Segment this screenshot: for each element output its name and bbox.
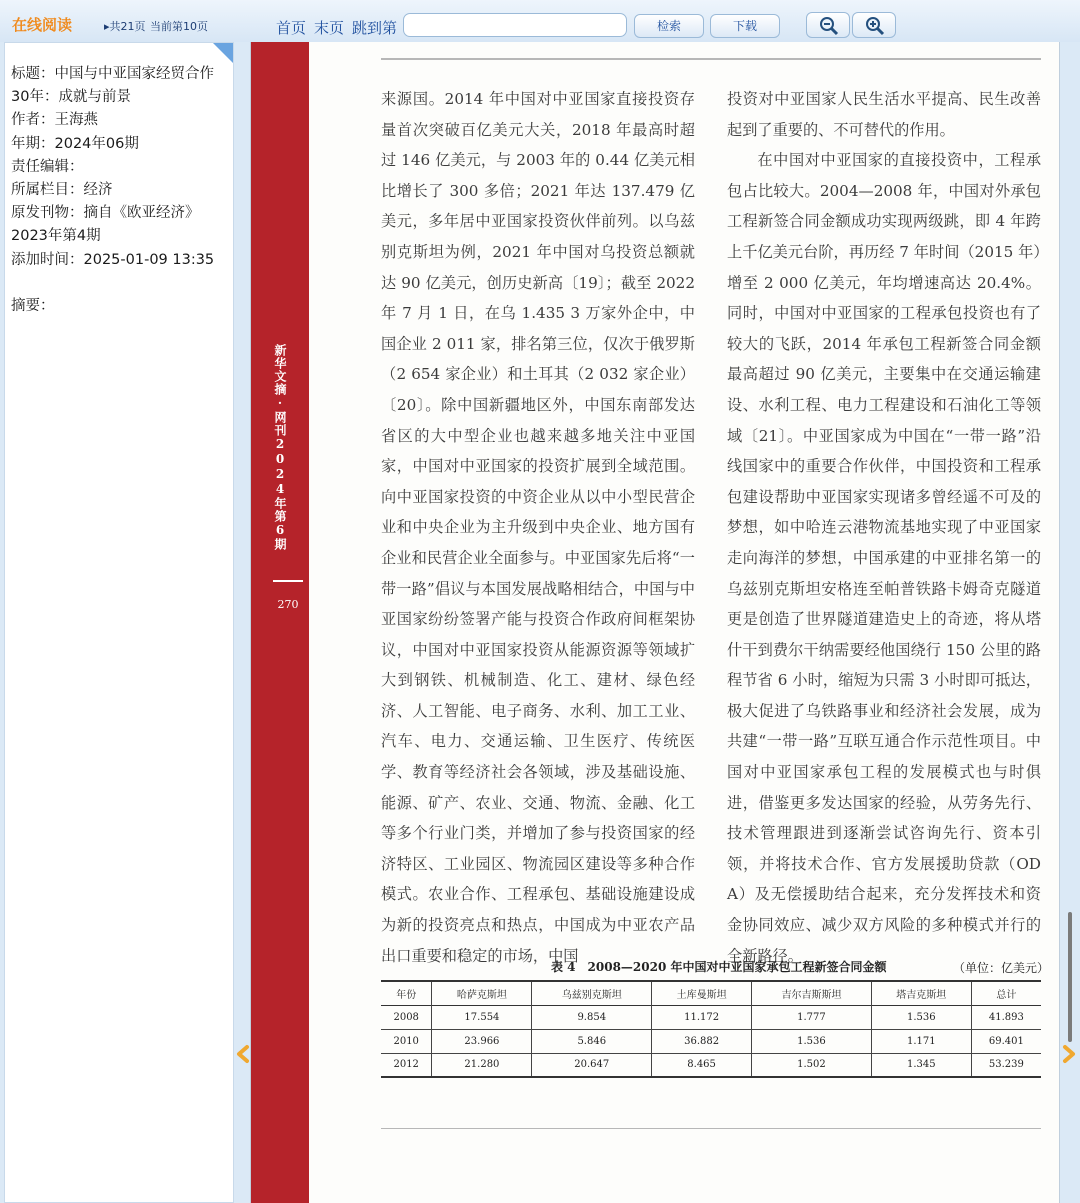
- table-cell: 23.966: [432, 1029, 532, 1053]
- top-rule: [381, 58, 1041, 60]
- info-line: 30年：成就与前景: [11, 89, 131, 106]
- table-caption: 表 4 2008—2020 年中国对中亚国家承包工程新签合同金额: [551, 960, 887, 974]
- jump-page-input[interactable]: [403, 13, 627, 37]
- page-number: 270: [277, 598, 299, 611]
- abstract-label: 摘要：: [11, 298, 55, 315]
- right-column-paragraph: 投资对中亚国家人民生活水平提高、民生改善起到了重要的、不可替代的作用。: [727, 90, 1041, 139]
- table-cell: 1.536: [752, 1029, 872, 1053]
- table-cell: 21.280: [432, 1053, 532, 1077]
- article-info-list: [11, 63, 231, 318]
- table-header: 年份: [396, 989, 417, 1001]
- table-cell: 36.882: [652, 1029, 752, 1053]
- table-row: [381, 1029, 1041, 1053]
- last-page-link[interactable]: 末页: [314, 19, 345, 37]
- table-cell: 1.345: [871, 1053, 971, 1077]
- table-unit: （单位：亿美元）: [953, 961, 1050, 975]
- search-button[interactable]: 检索: [634, 14, 704, 38]
- table-cell: 2012: [393, 1059, 419, 1071]
- download-button[interactable]: 下载: [710, 14, 780, 38]
- table-cell: 2008: [393, 1011, 419, 1023]
- app-title: 在线阅读: [12, 16, 73, 34]
- table-header: 总计: [971, 981, 1041, 1005]
- document-page: [250, 42, 1060, 1203]
- zoom-in-button[interactable]: [852, 12, 896, 38]
- info-line: 添加时间：2025-01-09 13:35: [11, 251, 215, 268]
- table-cell: 11.172: [652, 1005, 752, 1029]
- table-cell: 1.536: [871, 1005, 971, 1029]
- right-column-paragraph: 在中国对中亚国家的直接投资中，工程承包占比较大。2004—2008 年，中国对外承包工程新签合同金额成功实现两级跳，即 4 年跨上千亿美元台阶，再历经 7 年时间（2015 年）增至 2 000 亿美元，年均增速高达 20.4%。同时，中国对中亚国家的工程承包投资也有了较大的飞跃，2014 年承包工程新签合同金额最高超过 90 亿美元，主要集中在交通运输建设、水利工程、电力工程建设和石油化工等领域〔21〕。中亚国家成为中国在“一带一路”沿线国家中的重要合作伙伴，中国投资和工程承包建设帮助中亚国家实现诸多曾经遥不可及的梦想，如中哈连云港物流基地实现了中亚国家走向海洋的梦想，中国承建的中亚排名第一的乌兹别克斯坦安格连至帕普铁路卡姆奇克隧道更是创造了世界隧道建造史上的奇迹，将从塔什干到费尔干纳需要经他国绕行 150 公里的路程节省 6 小时，缩短为只需 3 小时即可抵达，极大促进了乌铁路事业和经济社会发展，成为共建“一带一路”互联互通合作示范性项目。中国对中亚国家承包工程的发展模式也与时俱进，借鉴更多发达国家的经验，从劳务先行、技术管理跟进到逐渐尝试咨询先行、资本引领，并将技术合作、官方发展援助贷款（ODA）及无偿援助结合起来，充分发挥技术和资金协同效应、减少双方风险的多种模式并行的全新路径。: [727, 151, 1041, 965]
- info-line: 年期：2024年06期: [11, 135, 139, 152]
- page-spine: [251, 42, 309, 1203]
- table-header-row: [381, 981, 1041, 1005]
- info-line: 作者：王海燕: [11, 112, 98, 129]
- table-cell: 8.465: [652, 1053, 752, 1077]
- table-cell: 69.401: [971, 1029, 1041, 1053]
- chevron-right-icon[interactable]: [1060, 1044, 1078, 1064]
- zoom-in-icon: [865, 16, 885, 36]
- info-line: 标题：中国与中亚国家经贸合作: [11, 66, 214, 82]
- table-header: 吉尔吉斯斯坦: [752, 981, 872, 1005]
- info-line: 责任编辑：: [11, 158, 84, 175]
- right-column: [727, 84, 1041, 971]
- table-cell: 1.171: [871, 1029, 971, 1053]
- table-header: 塔吉克斯坦: [871, 981, 971, 1005]
- table-cell: 53.239: [971, 1053, 1041, 1077]
- bottom-rule: [381, 1128, 1041, 1129]
- toolbar: [0, 0, 1080, 42]
- zoom-out-icon: [819, 16, 839, 36]
- table-header: 土库曼斯坦: [652, 981, 752, 1005]
- table-cell: 41.893: [971, 1005, 1041, 1029]
- zoom-out-button[interactable]: [806, 12, 850, 38]
- table-cell: 1.502: [752, 1053, 872, 1077]
- table-cell: 9.854: [532, 1005, 652, 1029]
- spine-title: 新华文摘·网刊2024年第6期: [273, 344, 287, 551]
- table-header: 哈萨克斯坦: [432, 981, 532, 1005]
- info-line: 原发刊物：摘自《欧亚经济》: [11, 205, 200, 222]
- first-page-link[interactable]: 首页: [276, 19, 307, 37]
- table-row: [381, 1005, 1041, 1029]
- info-spacer: [11, 272, 231, 295]
- page-total: ▸共21页: [104, 20, 146, 33]
- table-header: 乌兹别克斯坦: [532, 981, 652, 1005]
- article-info-panel: [4, 42, 234, 1203]
- panel-toggle-corner[interactable]: [213, 43, 233, 63]
- left-column-text: 来源国。2014 年中国对中亚国家直接投资存量首次突破百亿美元大关，2018 年最高时超过 146 亿美元，与 2003 年的 0.44 亿美元相比增长了 300 多倍；2021 年达 137.479 亿美元，多年居中亚国家投资伙伴前列。以乌兹别克斯坦为例，2021 年中国对乌投资总额就达 90 亿美元，创历史新高〔19〕；截至 2022 年 7 月 1 日，在乌 1.435 3 万家外企中，中国企业 2 011 家，排名第三位，仅次于俄罗斯（2 654 家企业）和土耳其（2 032 家企业）〔20〕。除中国新疆地区外，中国东南部发达省区的大中型企业也越来越多地关注中亚国家，中国对中亚国家的投资扩展到全域范围。向中亚国家投资的中资企业从以中小型民营企业和中央企业为主升级到中央企业、地方国有企业和民营企业全面参与。中亚国家先后将“一带一路”倡议与本国发展战略相结合，中国与中亚国家纷纷签署产能与投资合作政府间框架协议，中国对中亚国家投资从能源资源等领域扩大到钢铁、机械制造、化工、建材、绿色经济、人工智能、电子商务、水利、加工工业、汽车、电力、交通运输、卫生医疗、传统医学、教育等经济社会各领域，涉及基础设施、能源、矿产、农业、交通、物流、金融、化工等多个行业门类，并增加了参与投资国家的经济特区、工业园区、物流园区建设等多种合作模式。农业合作、工程承包、基础设施建设成为新的投资亮点和热点，中国成为中亚农产品出口重要和稳定的市场，中国: [381, 90, 695, 965]
- left-column: [381, 84, 695, 971]
- table-cell: 5.846: [532, 1029, 652, 1053]
- table-cell: 1.777: [752, 1005, 872, 1029]
- contract-table: [381, 980, 1041, 1078]
- page-scrollbar[interactable]: [1068, 912, 1072, 1042]
- table-row: [381, 1053, 1041, 1077]
- spine-rule: [273, 580, 303, 582]
- page-current: 当前第10页: [150, 20, 208, 33]
- chevron-left-icon[interactable]: [234, 1044, 252, 1064]
- jump-to-page-label: 跳到第: [352, 19, 398, 37]
- table-cell: 20.647: [532, 1053, 652, 1077]
- info-line: 2023年第4期: [11, 228, 101, 245]
- table-cell: 17.554: [432, 1005, 532, 1029]
- reader-area: [234, 42, 1080, 1203]
- table-cell: 2010: [393, 1035, 419, 1047]
- info-line: 所属栏目：经济: [11, 182, 113, 199]
